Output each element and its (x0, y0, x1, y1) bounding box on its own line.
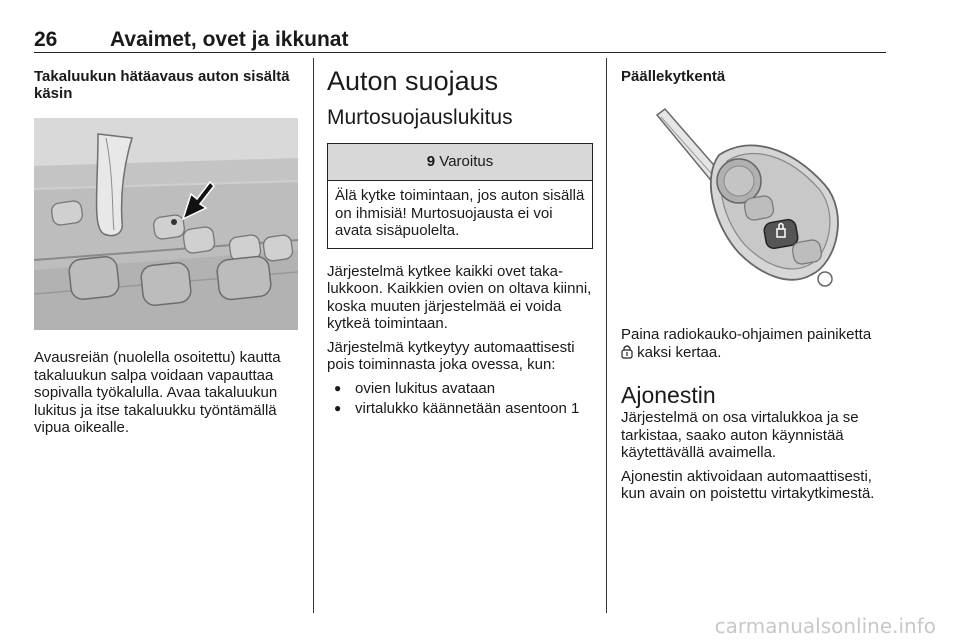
section-title: Auton suojaus (327, 66, 499, 96)
section-subheading: Päällekytkentä (621, 68, 726, 85)
body-text: Järjestelmä kytkeytyy automaattisesti pois toiminnasta joka ovessa, kun: (327, 338, 575, 373)
warning-text: Älä kytke toimintaan, jos auton sisällä on ihmisiä! Murtosuojausta ei voi avata sisäpuolelta. (335, 187, 585, 239)
warning-label: Varoitus (439, 153, 494, 170)
chapter-title: Avaimet, ovet ja ikkunat (110, 28, 349, 51)
column-divider (606, 58, 607, 613)
warning-box (327, 143, 593, 249)
tailgate-emergency-release-illustration (34, 118, 300, 335)
body-text: Ajonestin aktivoidaan automaattisesti, kun avain on poistettu virtakytkimestä. (621, 467, 875, 502)
body-text: Järjestelmä kytkee kaikki ovet takalukkoon. Kaikkien ovien on oltava kiinni, koska muuten järjestelmää ei voida kytkeä toimintaan. (327, 262, 592, 332)
page-header (34, 28, 886, 53)
column-middle (327, 60, 593, 421)
column-right (621, 60, 887, 503)
section-subtitle: Murtosuojauslukitus (327, 106, 513, 129)
remote-key-illustration (621, 95, 887, 314)
column-left (34, 60, 300, 437)
column-divider (313, 58, 314, 613)
lock-icon (621, 344, 633, 364)
list-item: ● ovien lukitus avataan (327, 380, 593, 398)
body-text (621, 326, 887, 363)
body-text: Avausreiän (nuolella osoitettu) kautta takaluukun salpa voidaan vapauttaa sopivalla työkalulla. Avaa takaluukun lukitus ja itse takaluukku työntämällä vipua oikealle. (34, 349, 281, 436)
section-title: Ajonestin (621, 382, 716, 408)
section-subheading: Takaluukun hätäavaus auton sisältä käsin (34, 68, 290, 102)
instruction-text: Paina radiokauko-ohjaimen painiketta (621, 326, 872, 343)
list-item: ● virtalukko käännetään asentoon 1 (327, 400, 593, 418)
warning-header (328, 144, 592, 181)
watermark: carmanualsonline.info (714, 614, 936, 638)
warning-icon: 9 (426, 153, 436, 170)
bullet-list (327, 380, 593, 418)
instruction-text: kaksi kertaa. (633, 343, 722, 361)
page-number: 26 (34, 28, 58, 51)
body-text: Järjestelmä on osa virtalukkoa ja se tarkistaa, saako auton käynnistää käytettävällä avaimella. (621, 409, 859, 461)
